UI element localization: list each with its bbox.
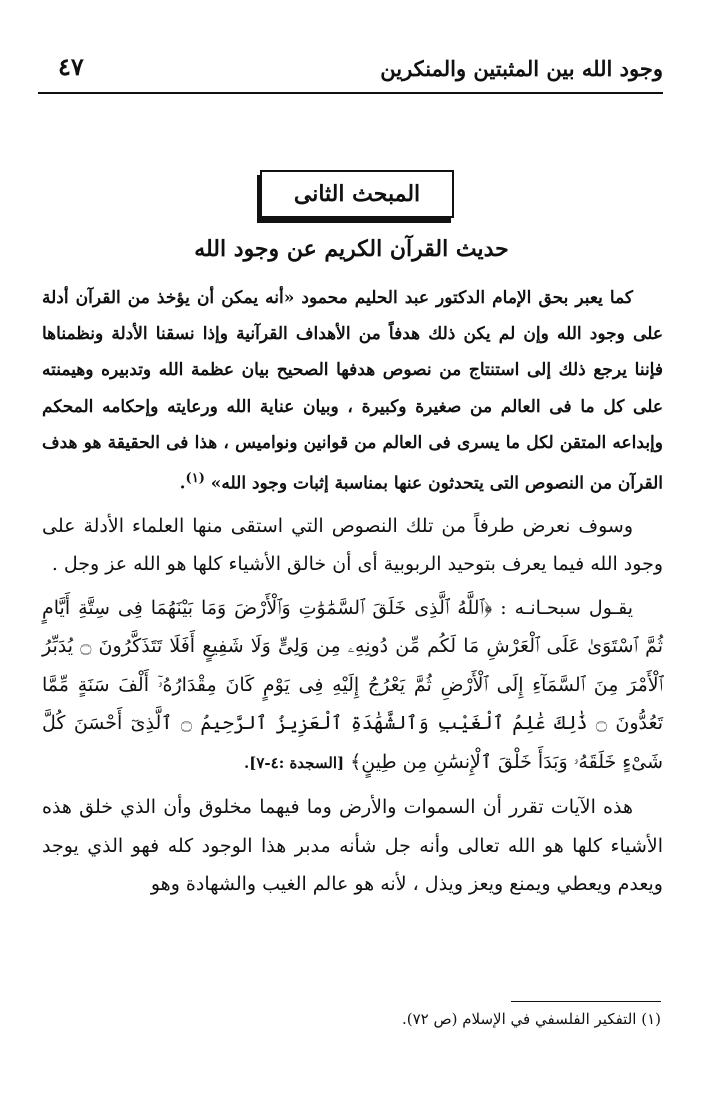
section-heading-box (260, 170, 454, 218)
paragraph-quote-text: كما يعبر بحق الإمام الدكتور عبد الحليم محمود «أنه يمكن أن يؤخذ من القرآن أدلة على وجود الله وإن لم يكن ذلك هدفاً من الأهداف القرآنية وإذا نسقنا الأدلة ونظمناها فإننا يرجع ذلك إلى استنتاج من نصوص هدفها الصحيح بيان عظمة الله وتدبيره وهيمنته على كل ما فى العالم من صغيرة وكبيرة ، وبيان عناية الله ورعايته وإحكامه المحكم وإبداعه المتقن لكل ما يسرى فى العالم من قوانين ونواميس ، هذا فى الحقيقة هو هدف القرآن من النصوص التى يتحدثون عنها بمناسبة إثبات وجود الله» (42, 288, 663, 494)
running-header (38, 52, 663, 94)
running-title: وجود الله بين المثبتين والمنكرين (380, 56, 663, 81)
verse-intro: يقـول سبحـانـه : (500, 596, 633, 619)
paragraph-verse (42, 589, 663, 783)
footnote-divider (511, 1001, 661, 1002)
footnote-marker: (١) (185, 471, 205, 487)
page-number: ٤٧ (58, 52, 84, 81)
paragraph-quote-end: . (179, 473, 186, 494)
quran-verse: ﴿ٱللَّهُ ٱلَّذِى خَلَقَ ٱلسَّمَٰوَٰتِ وَٱلْأَرْضَ وَمَا بَيْنَهُمَا فِى سِتَّةِ أَيَّامٍ ثُمَّ ٱسْتَوَىٰ عَلَى ٱلْعَرْشِ مَا لَكُم مِّن دُونِهِۦ مِن وَلِىٍّ وَلَا شَفِيعٍ أَفَلَا تَتَذَكَّرُونَ ۝ يُدَبِّرُ ٱلْأَمْرَ مِنَ ٱلسَّمَآءِ إِلَى ٱلْأَرْضِ ثُمَّ يَعْرُجُ إِلَيْهِ فِى يَوْمٍ كَانَ مِقْدَارُهُۥٓ أَلْفَ سَنَةٍ مِّمَّا تَعُدُّونَ ۝ ذَٰلِكَ عَٰلِمُ ٱلْغَيْبِ وَٱلشَّهَٰدَةِ ٱلْعَزِيزُ ٱلرَّحِيمُ ۝ ٱلَّذِىٓ أَحْسَنَ كُلَّ شَىْءٍ خَلَقَهُۥ وَبَدَأَ خَلْقَ ٱلْإِنسَٰنِ مِن طِينٍ﴾ (42, 596, 663, 773)
section-heading: المبحث الثانى (293, 181, 421, 207)
section-subtitle: حديث القرآن الكريم عن وجود الله (194, 236, 509, 262)
paragraph-intro: وسوف نعرض طرفاً من تلك النصوص التي استقى منها العلماء الأدلة على وجود الله فيما يعرف بتوحيد الربوبية أى أن خالق الأشياء كلها هو الله عز وجل . (42, 514, 663, 576)
body-text (42, 280, 663, 904)
verse-reference: [السجدة :٤-٧]. (244, 753, 345, 772)
paragraph-commentary: هذه الآيات تقرر أن السموات والأرض وما فيهما مخلوق وأن الذي خلق هذه الأشياء كلها هو الله تعالى وأنه جل شأنه مدبر هذا الوجود كله فهو الذي يوجد ويعدم ويعطي ويمنع ويعز ويذل ، لأنه هو عالم الغيب والشهادة وهو (42, 796, 663, 896)
footnote: (١) التفكير الفلسفي في الإسلام (ص ٧٢). (401, 1010, 661, 1028)
paragraph-quote (42, 280, 663, 502)
